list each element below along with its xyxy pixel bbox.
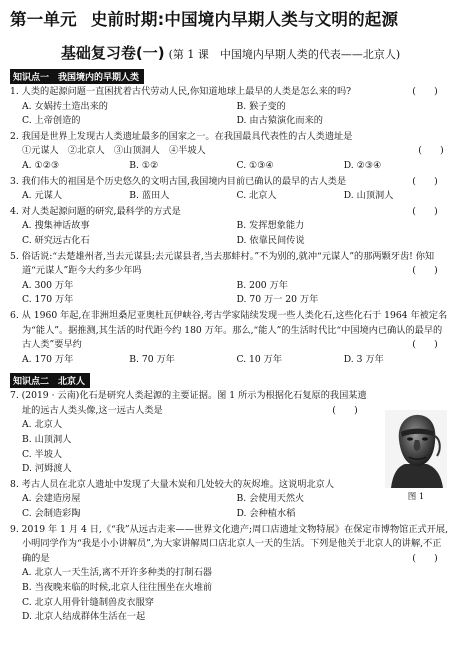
option-d[interactable]: D. 河姆渡人: [22, 463, 72, 475]
question-stem: 9. 2019 年 1 月 4 日,《“我”从远古走来——世界文化遗产;周口店遗址文物特展》在保定市博物馆正式开展,小明同学作为“我是小小讲解员”,为大家讲解周口店北京人一天的生活。下列是他关于北京人的讲解,不正确的是: [10, 523, 449, 564]
answer-blank[interactable]: ( ): [412, 205, 438, 217]
question-2: [10, 130, 451, 174]
question-stem: 1. 人类的起源问题一直困扰着古代劳动人民,你知道地球上最早的人类是怎么来的吗?: [10, 86, 352, 97]
option-a[interactable]: A. 北京人一天生活,离不开许多种类的打制石器: [22, 567, 212, 579]
option-a[interactable]: A. 170 万年: [22, 353, 74, 365]
lesson-title: (第 1 课 中国境内早期人类的代表——北京人): [168, 48, 401, 61]
figure-caption: 图 1: [407, 492, 425, 502]
question-stem: 5. 俗话说:“去楚雄州者,当去元谋县;去元谋县者,当去那蚌村。”不为别的,就冲“元谋人”的那两颗牙齿! 你知道“元谋人”距今大约多少年吗: [10, 250, 435, 277]
option-a[interactable]: A. 元谋人: [22, 190, 63, 202]
question-4: [10, 205, 451, 249]
unit-label: 第一单元: [10, 10, 77, 29]
review-title: 基础复习卷(一): [60, 44, 165, 62]
option-a[interactable]: A. 搜集神话故事: [22, 220, 90, 232]
question-stem: 6. 从 1960 年起,在非洲坦桑尼亚奥杜瓦伊峡谷,考古学家陆续发现一些人类化石,这些化石于 1964 年被定名为“能人”。据推测,其生活的时代距今约 180 万年。那么,“能人”的生活时代比“中国境内已确认的最早的古人类”要早约: [10, 309, 448, 351]
option-a[interactable]: A. 会建造房屋: [22, 493, 81, 505]
answer-blank[interactable]: ( ): [412, 339, 438, 351]
answer-blank[interactable]: ( ): [412, 265, 438, 277]
option-c[interactable]: C. 170 万年: [22, 294, 74, 306]
option-b[interactable]: B. 当夜晚来临的时候,北京人往往围坐在火堆前: [22, 582, 213, 593]
knowledge-point-2: 知识点二 北京人: [10, 373, 90, 388]
question-7: [10, 389, 371, 477]
knowledge-point-1: 知识点一 我国境内的早期人类: [10, 69, 144, 84]
answer-blank[interactable]: ( ): [412, 552, 438, 564]
unit-title: 史前时期:中国境内早期人类与文明的起源: [90, 10, 399, 29]
option-d[interactable]: D. 3 万年: [343, 353, 384, 365]
question-stem: 3. 我们伟大的祖国是个历史悠久的文明古国,我国境内目前已确认的最早的古人类是: [10, 175, 347, 187]
option-b[interactable]: B. 70 万年: [129, 353, 175, 365]
answer-blank[interactable]: ( ): [332, 404, 358, 416]
option-b[interactable]: B. 会使用天然火: [236, 493, 305, 505]
review-heading: [10, 42, 451, 63]
question-6: [10, 309, 451, 367]
option-d[interactable]: D. ②③④: [343, 159, 382, 171]
option-c[interactable]: C. 研究远古化石: [22, 234, 90, 246]
question-stem: 2. 我国是世界上发现古人类遗址最多的国家之一。在我国最具代表性的古人类遗址是: [10, 130, 353, 142]
question-stem: 7. (2019 · 云南)化石是研究人类起源的主要证据。图 1 所示为根据化石复原的我国某遗址的远古人类头像,这一远古人类是: [10, 390, 367, 416]
option-a[interactable]: A. 300 万年: [22, 279, 74, 291]
worksheet-page: [0, 6, 461, 671]
option-b[interactable]: B. 山顶洞人: [22, 434, 72, 446]
option-a[interactable]: A. 女娲抟土造出来的: [22, 100, 108, 112]
question-9: [10, 523, 451, 625]
option-c[interactable]: C. 北京人用骨针缝制兽皮衣服穿: [22, 596, 154, 608]
hominid-bust-image: [385, 410, 447, 488]
answer-blank[interactable]: ( ): [418, 145, 444, 157]
answer-blank[interactable]: ( ): [412, 175, 438, 187]
unit-heading: [10, 6, 451, 30]
question-stem: 8. 考古人员在北京人遗址中发现了大量木炭和几处较大的灰烬堆。这说明北京人: [10, 478, 335, 490]
option-b[interactable]: B. 200 万年: [236, 279, 288, 291]
option-b[interactable]: B. 蓝田人: [129, 190, 170, 202]
option-c[interactable]: C. 北京人: [236, 190, 277, 202]
option-d[interactable]: D. 70 万一 20 万年: [236, 294, 319, 306]
option-d[interactable]: D. 会种植水稻: [236, 508, 296, 520]
question-3: [10, 175, 451, 204]
option-d[interactable]: D. 由古猿演化而来的: [236, 115, 323, 127]
question-items: ①元谋人 ②北京人 ③山顶洞人 ④半坡人: [22, 145, 206, 157]
option-c[interactable]: C. 会制造彩陶: [22, 508, 81, 520]
option-d[interactable]: D. 山顶洞人: [343, 190, 394, 202]
option-b[interactable]: B. 发挥想象能力: [236, 220, 305, 232]
option-d[interactable]: D. 北京人结成群体生活在一起: [22, 611, 146, 623]
question-stem: 4. 对人类起源问题的研究,最科学的方式是: [10, 205, 181, 217]
option-b[interactable]: B. 猴子变的: [236, 100, 286, 112]
option-c[interactable]: C. 上帝创造的: [22, 115, 81, 127]
answer-blank[interactable]: ( ): [412, 86, 438, 97]
option-c[interactable]: C. 半坡人: [22, 448, 63, 460]
option-a[interactable]: A. 北京人: [22, 419, 63, 431]
option-a[interactable]: A. ①②③: [22, 159, 60, 171]
option-c[interactable]: C. 10 万年: [236, 353, 283, 365]
question-1: [10, 85, 451, 129]
question-8: [10, 478, 451, 522]
question-5: [10, 250, 451, 308]
option-b[interactable]: B. ①②: [129, 159, 159, 171]
option-d[interactable]: D. 依靠民间传说: [236, 234, 305, 246]
option-c[interactable]: C. ①③④: [236, 159, 274, 171]
